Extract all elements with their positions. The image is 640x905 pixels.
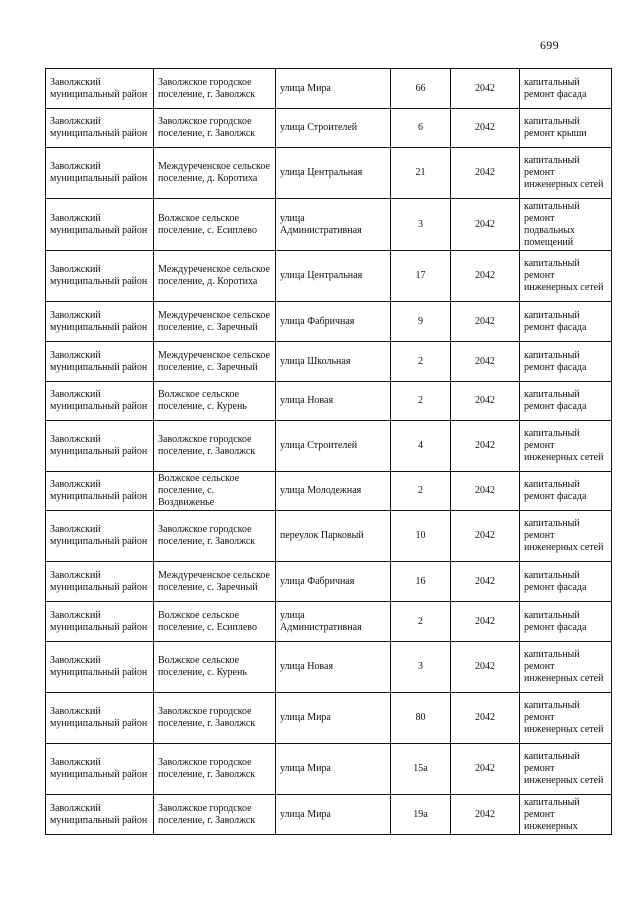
year-cell: 2042 [451, 69, 520, 109]
settlement-cell: Междуреченское сельское поселение, д. Коротиха [154, 251, 276, 302]
repair-schedule-table [45, 68, 612, 835]
district-cell: Заволжский муниципальный район [46, 251, 154, 302]
settlement-cell: Заволжское городское поселение, г. Заволжск [154, 795, 276, 835]
district-cell: Заволжский муниципальный район [46, 148, 154, 199]
street-cell: улица Мира [276, 744, 391, 795]
house-number-cell: 2 [391, 472, 451, 511]
table-row [46, 562, 612, 602]
house-number-cell: 15а [391, 744, 451, 795]
settlement-cell: Волжское сельское поселение, с. Воздвиженье [154, 472, 276, 511]
street-cell: улица Новая [276, 382, 391, 421]
street-cell: улица Фабричная [276, 562, 391, 602]
house-number-cell: 2 [391, 342, 451, 382]
settlement-cell: Междуреченское сельское поселение, с. Заречный [154, 342, 276, 382]
settlement-cell: Междуреченское сельское поселение, с. Заречный [154, 562, 276, 602]
year-cell: 2042 [451, 693, 520, 744]
district-cell: Заволжский муниципальный район [46, 382, 154, 421]
table-row [46, 382, 612, 421]
street-cell: улица Фабричная [276, 302, 391, 342]
district-cell: Заволжский муниципальный район [46, 602, 154, 642]
year-cell: 2042 [451, 472, 520, 511]
year-cell: 2042 [451, 148, 520, 199]
table-body [46, 69, 612, 835]
year-cell: 2042 [451, 421, 520, 472]
settlement-cell: Междуреченское сельское поселение, с. Заречный [154, 302, 276, 342]
street-cell: улица Мира [276, 693, 391, 744]
house-number-cell: 16 [391, 562, 451, 602]
year-cell: 2042 [451, 642, 520, 693]
work-type-cell: капитальный ремонт фасада [520, 602, 612, 642]
work-type-cell: капитальный ремонт подвальных помещений [520, 199, 612, 251]
year-cell: 2042 [451, 109, 520, 148]
table-row [46, 199, 612, 251]
district-cell: Заволжский муниципальный район [46, 199, 154, 251]
district-cell: Заволжский муниципальный район [46, 302, 154, 342]
table-row [46, 602, 612, 642]
district-cell: Заволжский муниципальный район [46, 109, 154, 148]
house-number-cell: 80 [391, 693, 451, 744]
table-row [46, 69, 612, 109]
street-cell: улица Центральная [276, 251, 391, 302]
settlement-cell: Заволжское городское поселение, г. Заволжск [154, 69, 276, 109]
table-row [46, 302, 612, 342]
house-number-cell: 17 [391, 251, 451, 302]
house-number-cell: 2 [391, 382, 451, 421]
street-cell: переулок Парковый [276, 511, 391, 562]
year-cell: 2042 [451, 511, 520, 562]
settlement-cell: Заволжское городское поселение, г. Заволжск [154, 511, 276, 562]
table-row [46, 472, 612, 511]
settlement-cell: Заволжское городское поселение, г. Заволжск [154, 421, 276, 472]
house-number-cell: 6 [391, 109, 451, 148]
year-cell: 2042 [451, 302, 520, 342]
street-cell: улица Молодежная [276, 472, 391, 511]
house-number-cell: 21 [391, 148, 451, 199]
table-row [46, 511, 612, 562]
year-cell: 2042 [451, 251, 520, 302]
work-type-cell: капитальный ремонт крыши [520, 109, 612, 148]
district-cell: Заволжский муниципальный район [46, 642, 154, 693]
year-cell: 2042 [451, 342, 520, 382]
district-cell: Заволжский муниципальный район [46, 562, 154, 602]
table-row [46, 744, 612, 795]
house-number-cell: 10 [391, 511, 451, 562]
work-type-cell: капитальный ремонт фасада [520, 472, 612, 511]
settlement-cell: Волжское сельское поселение, с. Курень [154, 382, 276, 421]
work-type-cell: капитальный ремонт инженерных сетей [520, 693, 612, 744]
settlement-cell: Волжское сельское поселение, с. Курень [154, 642, 276, 693]
district-cell: Заволжский муниципальный район [46, 472, 154, 511]
table-row [46, 421, 612, 472]
district-cell: Заволжский муниципальный район [46, 693, 154, 744]
house-number-cell: 9 [391, 302, 451, 342]
table-row [46, 251, 612, 302]
work-type-cell: капитальный ремонт фасада [520, 562, 612, 602]
street-cell: улица Центральная [276, 148, 391, 199]
house-number-cell: 2 [391, 602, 451, 642]
house-number-cell: 4 [391, 421, 451, 472]
district-cell: Заволжский муниципальный район [46, 421, 154, 472]
street-cell: улица Строителей [276, 109, 391, 148]
house-number-cell: 66 [391, 69, 451, 109]
table-row [46, 148, 612, 199]
street-cell: улица Новая [276, 642, 391, 693]
street-cell: улица Административная [276, 199, 391, 251]
work-type-cell: капитальный ремонт инженерных сетей [520, 421, 612, 472]
settlement-cell: Заволжское городское поселение, г. Заволжск [154, 109, 276, 148]
year-cell: 2042 [451, 795, 520, 835]
page-number: 699 [540, 38, 559, 52]
year-cell: 2042 [451, 382, 520, 421]
settlement-cell: Заволжское городское поселение, г. Заволжск [154, 693, 276, 744]
year-cell: 2042 [451, 199, 520, 251]
street-cell: улица Мира [276, 69, 391, 109]
district-cell: Заволжский муниципальный район [46, 342, 154, 382]
street-cell: улица Мира [276, 795, 391, 835]
table-row [46, 795, 612, 835]
work-type-cell: капитальный ремонт фасада [520, 382, 612, 421]
table-row [46, 642, 612, 693]
work-type-cell: капитальный ремонт инженерных сетей [520, 642, 612, 693]
table-row [46, 109, 612, 148]
settlement-cell: Волжское сельское поселение, с. Есиплево [154, 199, 276, 251]
work-type-cell: капитальный ремонт фасада [520, 302, 612, 342]
district-cell: Заволжский муниципальный район [46, 511, 154, 562]
work-type-cell: капитальный ремонт инженерных [520, 795, 612, 835]
year-cell: 2042 [451, 562, 520, 602]
district-cell: Заволжский муниципальный район [46, 69, 154, 109]
settlement-cell: Междуреченское сельское поселение, д. Коротиха [154, 148, 276, 199]
year-cell: 2042 [451, 602, 520, 642]
table-row [46, 342, 612, 382]
work-type-cell: капитальный ремонт инженерных сетей [520, 744, 612, 795]
district-cell: Заволжский муниципальный район [46, 795, 154, 835]
work-type-cell: капитальный ремонт инженерных сетей [520, 511, 612, 562]
work-type-cell: капитальный ремонт инженерных сетей [520, 148, 612, 199]
district-cell: Заволжский муниципальный район [46, 744, 154, 795]
work-type-cell: капитальный ремонт фасада [520, 342, 612, 382]
settlement-cell: Волжское сельское поселение, с. Есиплево [154, 602, 276, 642]
work-type-cell: капитальный ремонт фасада [520, 69, 612, 109]
house-number-cell: 3 [391, 642, 451, 693]
work-type-cell: капитальный ремонт инженерных сетей [520, 251, 612, 302]
street-cell: улица Школьная [276, 342, 391, 382]
house-number-cell: 3 [391, 199, 451, 251]
street-cell: улица Административная [276, 602, 391, 642]
house-number-cell: 19а [391, 795, 451, 835]
year-cell: 2042 [451, 744, 520, 795]
settlement-cell: Заволжское городское поселение, г. Заволжск [154, 744, 276, 795]
street-cell: улица Строителей [276, 421, 391, 472]
table-row [46, 693, 612, 744]
